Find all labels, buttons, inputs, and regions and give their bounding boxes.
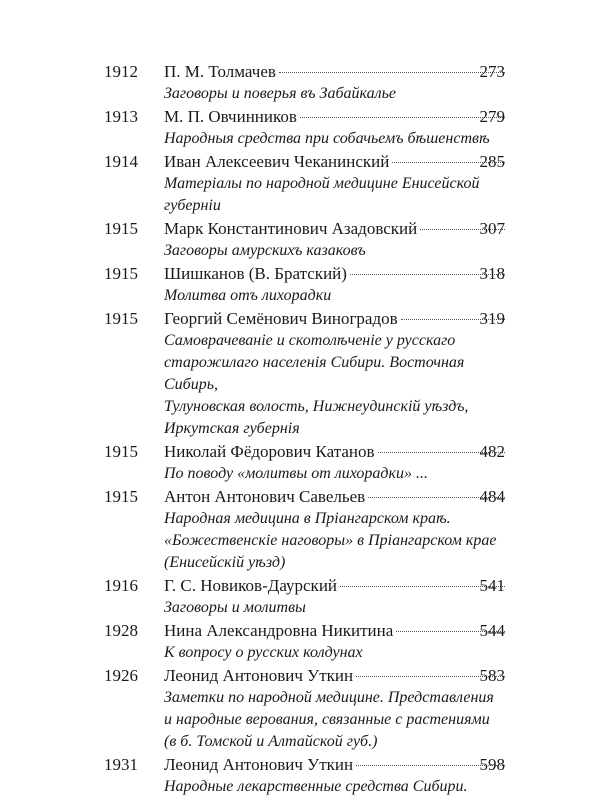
toc-entry-header — [0, 150, 600, 173]
entry-title-line: Заговоры и поверья въ Забайкалье — [164, 85, 396, 102]
toc-entry-header — [0, 485, 600, 508]
entry-year: 1926 — [104, 666, 138, 685]
toc-entry — [0, 485, 600, 574]
entry-leader — [164, 105, 505, 128]
entry-year: 1913 — [104, 107, 138, 126]
entry-year: 1915 — [104, 264, 138, 283]
entry-title-line: (Енисейскій уѣзд) — [164, 554, 286, 571]
entry-title-line: Иркутская губернія — [164, 420, 300, 437]
toc-entry — [0, 60, 600, 105]
entry-author: Леонид Антонович Уткин — [164, 666, 354, 685]
entry-leader — [164, 664, 505, 687]
entry-page-number: 319 — [479, 309, 505, 328]
entry-page-number: 318 — [479, 264, 505, 283]
toc-entry — [0, 262, 600, 307]
entry-year: 1928 — [104, 621, 138, 640]
entry-year: 1912 — [104, 62, 138, 81]
entry-page-number: 583 — [479, 666, 505, 685]
entry-author: Шишканов (В. Братский) — [164, 264, 347, 283]
entry-year: 1915 — [104, 219, 138, 238]
entry-leader — [164, 60, 505, 83]
entry-page-number: 484 — [479, 487, 505, 506]
entry-author: Георгий Семёнович Виноградов — [164, 309, 398, 328]
entry-author: Николай Фёдорович Катанов — [164, 442, 375, 461]
entry-year: 1931 — [104, 755, 138, 774]
entry-author: Иван Алексеевич Чеканинский — [164, 152, 390, 171]
entry-leader — [164, 485, 505, 508]
entry-title-line: (в б. Томской и Алтайской губ.) — [164, 733, 378, 750]
entry-leader — [164, 150, 505, 173]
entry-author: Марк Константинович Азадовский — [164, 219, 418, 238]
entry-title-line: Матеріалы по народной медицине Енисейской губерніи — [164, 175, 480, 214]
entry-year: 1915 — [104, 487, 138, 506]
entry-leader — [164, 619, 505, 642]
entry-page-number: 279 — [479, 107, 505, 126]
table-of-contents — [0, 60, 600, 798]
entry-title-line: Народныя средства при собачьемъ бѣшенствѣ — [164, 130, 490, 147]
entry-title-line: Самоврачеваніе и скотолѣченіе у русскаго — [164, 332, 456, 349]
toc-entry-header — [0, 753, 600, 776]
toc-entry-header — [0, 664, 600, 687]
toc-entry-header — [0, 574, 600, 597]
entry-title-line: По поводу «молитвы от лихорадки» ... — [164, 465, 428, 482]
toc-entry — [0, 440, 600, 485]
toc-entry-header — [0, 440, 600, 463]
entry-author: Антон Антонович Савельев — [164, 487, 366, 506]
entry-author: Нина Александровна Никитина — [164, 621, 394, 640]
entry-page-number: 273 — [479, 62, 505, 81]
entry-page-number: 541 — [479, 576, 505, 595]
entry-title-line: Заговоры и молитвы — [164, 599, 306, 616]
entry-page-number: 307 — [479, 219, 505, 238]
entry-author: Леонид Антонович Уткин — [164, 755, 354, 774]
toc-entry-header — [0, 105, 600, 128]
toc-entry — [0, 753, 600, 798]
entry-title-line: Народные лекарственные средства Сибири. — [164, 778, 468, 795]
entry-leader — [164, 574, 505, 597]
entry-author: П. М. Толмачев — [164, 62, 276, 81]
entry-title-line: старожилаго населенія Сибири. Восточная Сибирь, — [164, 354, 465, 393]
entry-leader — [164, 753, 505, 776]
entry-title-line: Тулуновская волость, Нижнеудинскій уѣздъ, — [164, 398, 469, 415]
entry-title-line: Заговоры амурскихъ казаковъ — [164, 242, 366, 259]
entry-title-line: Народная медицина в Пріангарском краѣ. — [164, 510, 451, 527]
toc-entry-header — [0, 217, 600, 240]
entry-year: 1915 — [104, 442, 138, 461]
toc-entry — [0, 619, 600, 664]
toc-entry-header — [0, 619, 600, 642]
toc-entry-header — [0, 262, 600, 285]
toc-entry — [0, 307, 600, 440]
entry-title-line: К вопросу о русских колдунах — [164, 644, 363, 661]
entry-year: 1916 — [104, 576, 138, 595]
toc-entry — [0, 105, 600, 150]
entry-title-line: Заметки по народной медицине. Представления — [164, 689, 494, 706]
toc-entry — [0, 574, 600, 619]
entry-page-number: 598 — [479, 755, 505, 774]
entry-page-number: 285 — [479, 152, 505, 171]
entry-year: 1914 — [104, 152, 138, 171]
toc-entry-header — [0, 60, 600, 83]
entry-title-line: Молитва отъ лихорадки — [164, 287, 332, 304]
entry-leader — [164, 440, 505, 463]
toc-entry — [0, 150, 600, 217]
entry-title-line: «Божественскіе наговоры» в Пріангарском крае — [164, 532, 497, 549]
entry-author: М. П. Овчинников — [164, 107, 297, 126]
entry-leader — [164, 307, 505, 330]
entry-page-number: 544 — [479, 621, 505, 640]
entry-page-number: 482 — [479, 442, 505, 461]
toc-entry — [0, 217, 600, 262]
toc-entry — [0, 664, 600, 753]
entry-year: 1915 — [104, 309, 138, 328]
entry-author: Г. С. Новиков-Даурский — [164, 576, 338, 595]
entry-leader — [164, 262, 505, 285]
toc-entry-header — [0, 307, 600, 330]
entry-leader — [164, 217, 505, 240]
entry-title-line: и народные верования, связанные с растениями — [164, 711, 490, 728]
